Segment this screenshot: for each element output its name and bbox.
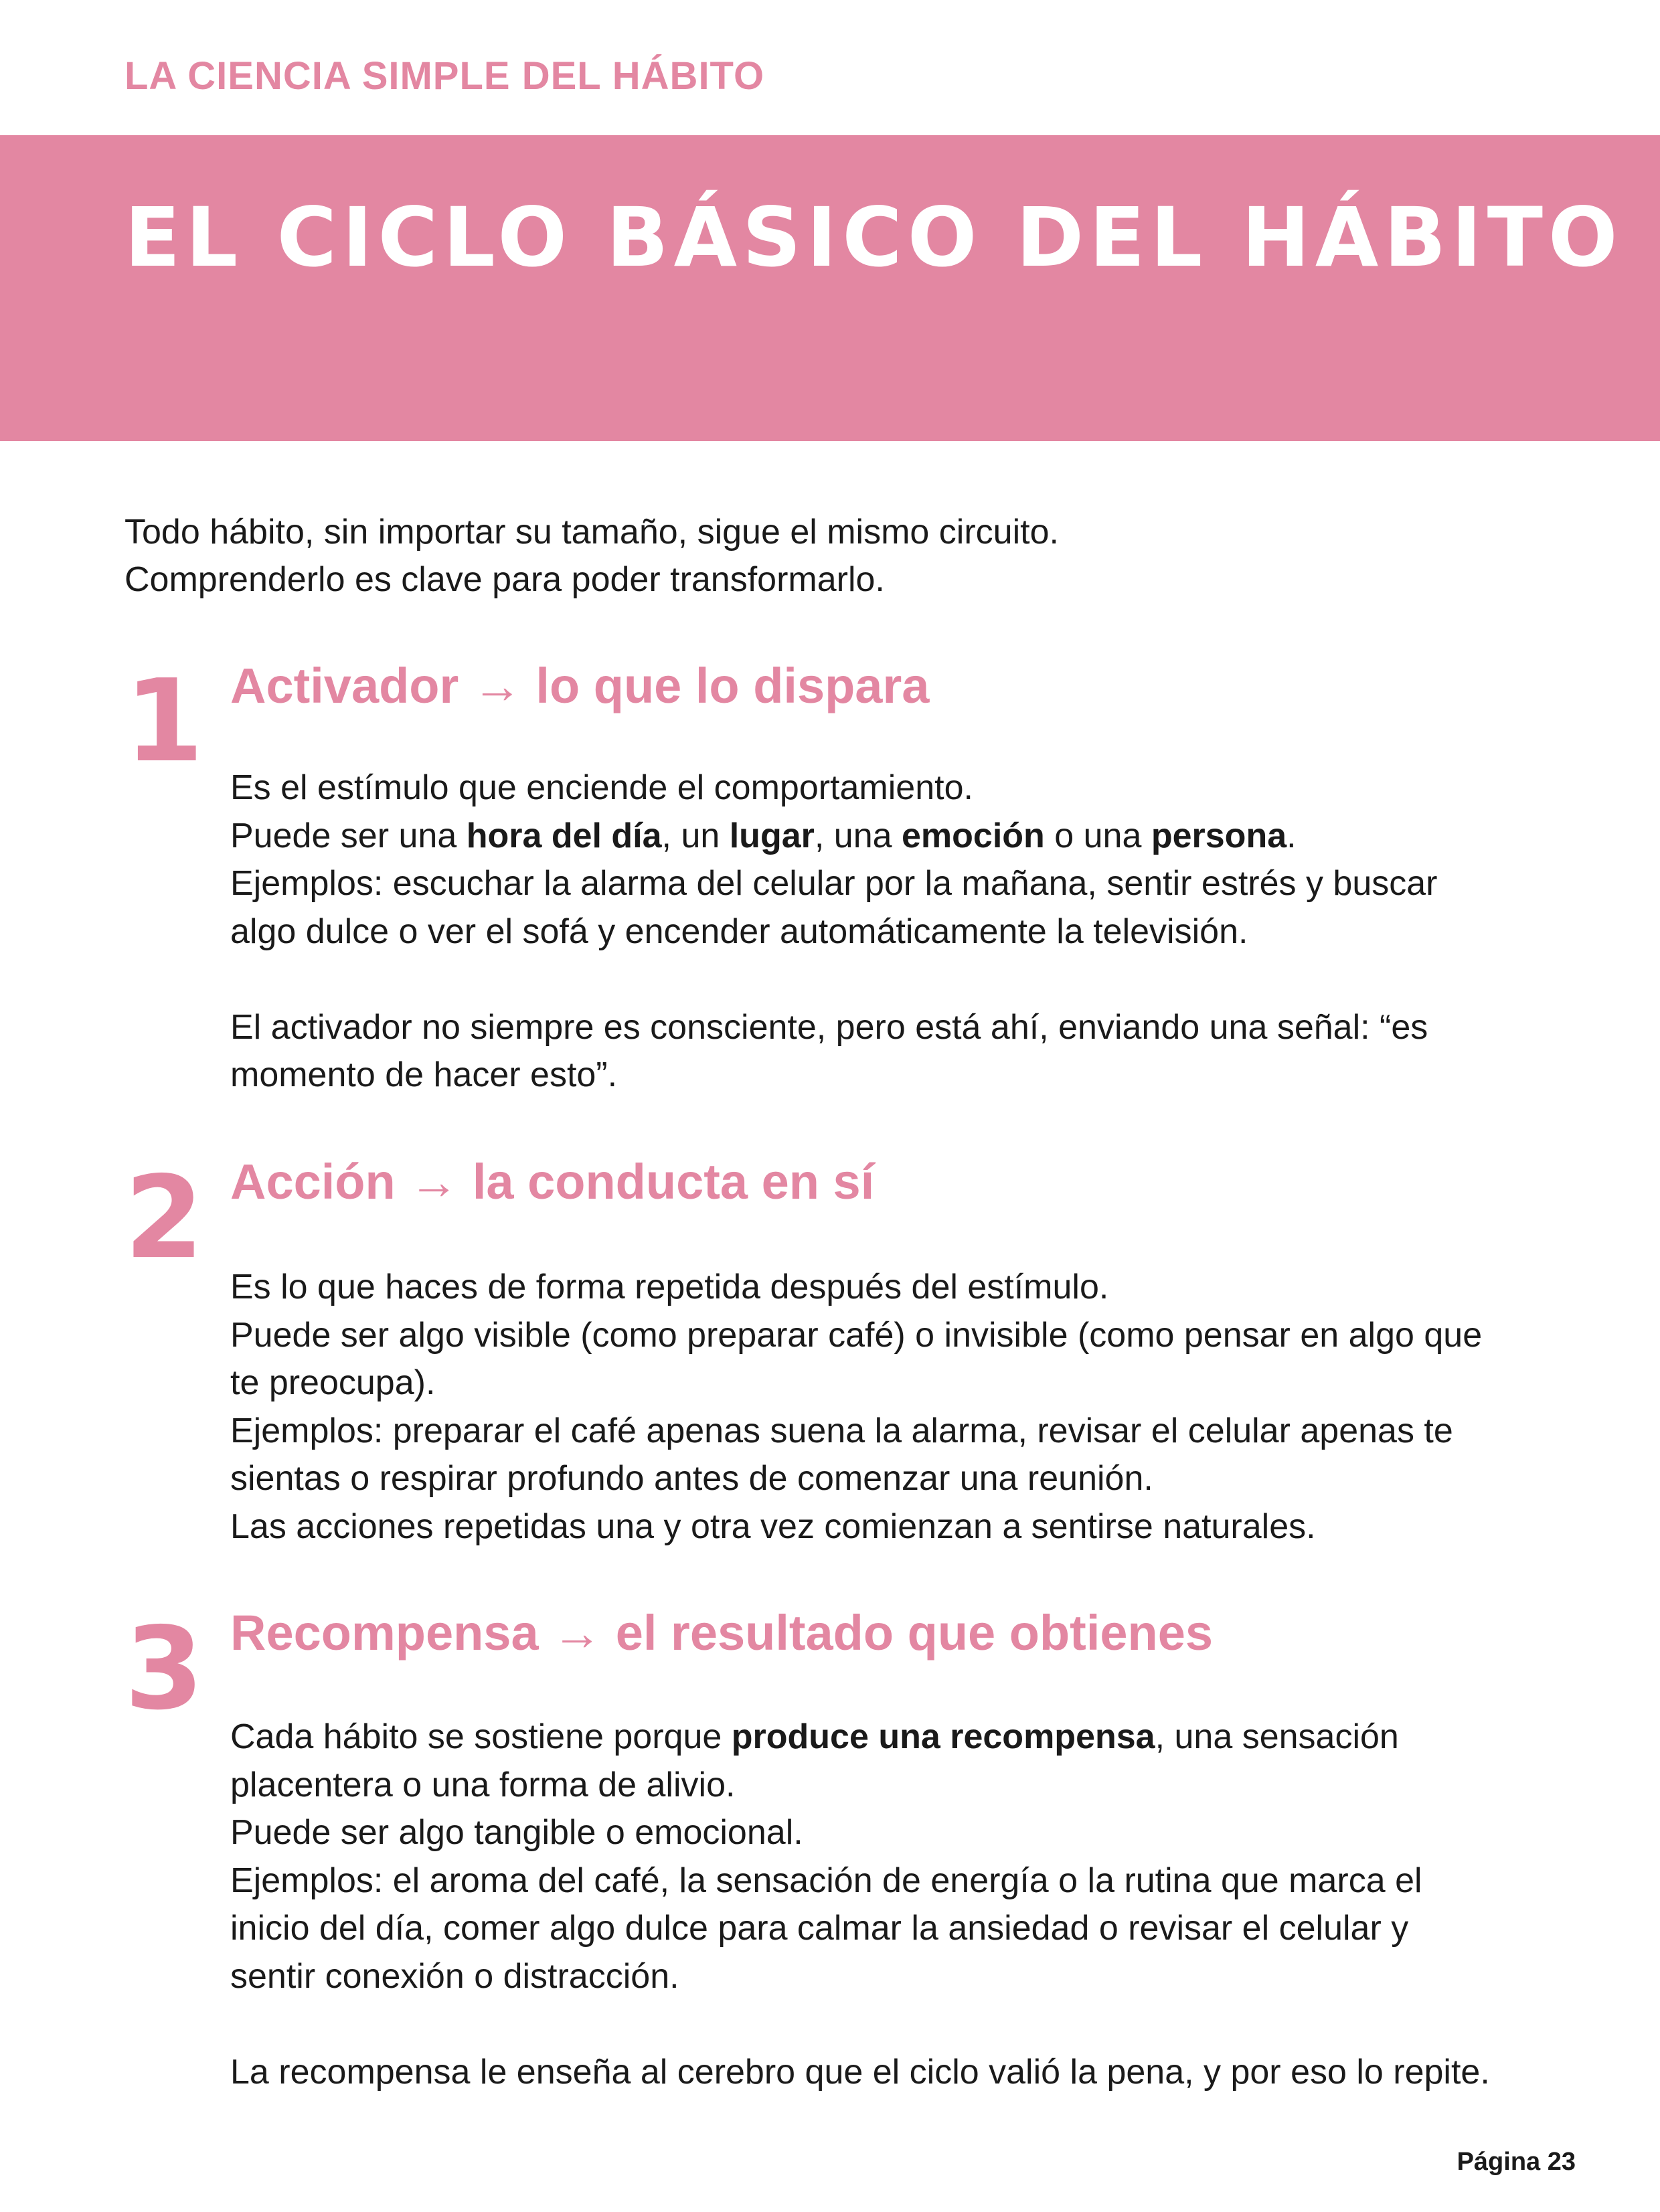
emphasis: lugar — [729, 816, 815, 855]
step-body — [230, 1264, 1569, 1551]
running-header: LA CIENCIA SIMPLE DEL HÁBITO — [124, 54, 765, 98]
body-line: Ejemplos: el aroma del café, la sensación de energía o la rutina que marca el — [230, 1861, 1422, 1900]
emphasis: persona — [1151, 816, 1287, 855]
step-number: 1 — [124, 655, 204, 788]
body-line: placentera o una forma de alivio. — [230, 1765, 736, 1804]
page-title: EL CICLO BÁSICO DEL HÁBITO — [124, 190, 1623, 285]
emphasis: emoción — [901, 816, 1045, 855]
body-line: momento de hacer esto”. — [230, 1055, 618, 1094]
page-number: Página 23 — [1457, 2148, 1576, 2176]
step-title: Acción → la conducta en sí — [230, 1154, 875, 1209]
step-title: Recompensa → el resultado que obtienes — [230, 1605, 1214, 1661]
body-line: Ejemplos: preparar el café apenas suena la alarma, revisar el celular apenas te — [230, 1411, 1453, 1450]
intro-line: Todo hábito, sin importar su tamaño, sigue el mismo circuito. — [124, 513, 1059, 551]
body-line: inicio del día, comer algo dulce para calmar la ansiedad o revisar el celular y — [230, 1909, 1409, 1948]
body-line: Las acciones repetidas una y otra vez comienzan a sentirse naturales. — [230, 1507, 1316, 1546]
intro-paragraph — [124, 509, 1530, 604]
emphasis: produce una recompensa — [731, 1717, 1155, 1756]
step-title: Activador → lo que lo dispara — [230, 658, 930, 713]
intro-line: Comprenderlo es clave para poder transformarlo. — [124, 560, 885, 599]
step-number: 2 — [124, 1152, 204, 1284]
body-line: Ejemplos: escuchar la alarma del celular por la mañana, sentir estrés y buscar — [230, 864, 1438, 903]
step-body — [230, 764, 1569, 1100]
body-line: sentir conexión o distracción. — [230, 1956, 679, 1996]
body-line: Puede ser algo tangible o emocional. — [230, 1813, 803, 1852]
body-line: El activador no siempre es consciente, pero está ahí, enviando una señal: “es — [230, 1007, 1428, 1047]
step-body — [230, 1713, 1569, 2096]
emphasis: hora del día — [466, 816, 662, 855]
body-line: La recompensa le enseña al cerebro que el ciclo valió la pena, y por eso lo repite. — [230, 2052, 1490, 2092]
body-line: Cada hábito se sostiene porque produce una recompensa, una sensación — [230, 1717, 1399, 1756]
body-line: Puede ser algo visible (como preparar café) o invisible (como pensar en algo que — [230, 1315, 1483, 1355]
title-banner — [0, 135, 1660, 441]
body-line: Es el estímulo que enciende el comportamiento. — [230, 768, 973, 807]
body-line: te preocupa). — [230, 1363, 436, 1402]
step-number: 3 — [124, 1603, 204, 1735]
body-line: algo dulce o ver el sofá y encender automáticamente la televisión. — [230, 912, 1248, 951]
body-line: Es lo que haces de forma repetida después del estímulo. — [230, 1268, 1109, 1306]
body-line: Puede ser una hora del día, un lugar, una emoción o una persona. — [230, 816, 1297, 855]
body-line: sientas o respirar profundo antes de comenzar una reunión. — [230, 1459, 1153, 1498]
